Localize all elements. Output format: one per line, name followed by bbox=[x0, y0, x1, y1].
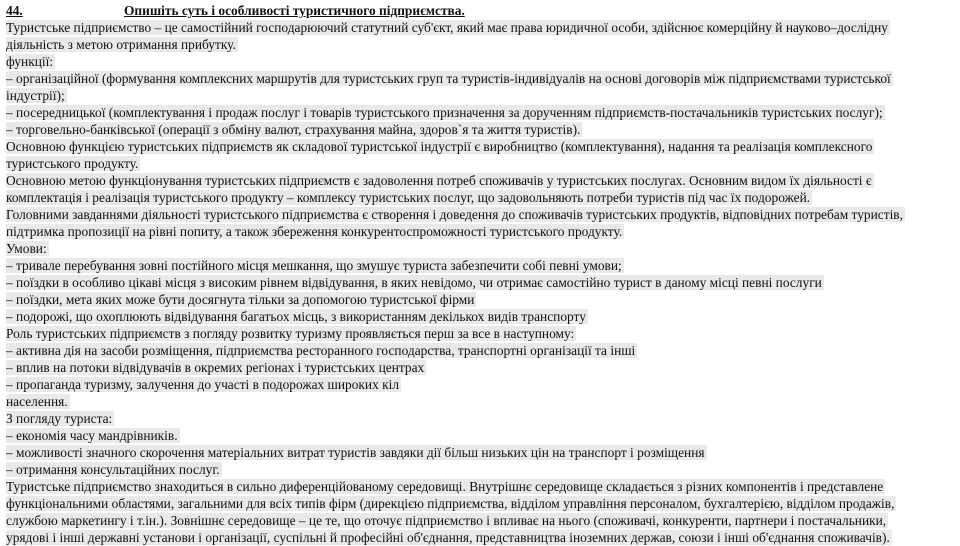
text-line bbox=[6, 207, 905, 223]
list-item bbox=[6, 71, 893, 87]
list-item bbox=[6, 428, 180, 444]
list-item bbox=[6, 462, 222, 478]
text-line bbox=[6, 394, 70, 410]
text-line-content: функції: bbox=[6, 54, 54, 69]
list-item bbox=[6, 445, 707, 461]
text-line-content: – можливості значного скорочення матеріальних витрат туристів завдяки дії більш низьких цін на транспорт і розміщення bbox=[6, 445, 705, 460]
list-item bbox=[6, 258, 624, 274]
text-line-content: – поїздки в особливо цікаві місця з високим рівнем відвідування, в яких невідомо, чи отримає самостійно турист в даному місці певні послуги bbox=[6, 275, 822, 290]
text-line bbox=[6, 139, 874, 155]
text-line-content: Туристське підприємство – це самостійний господарюючий статутний суб'єкт, який має права юридичної особи, здійснює комерційну й науково–дослідну bbox=[6, 20, 888, 35]
text-line-content: З погляду туриста: bbox=[6, 411, 113, 426]
text-line bbox=[6, 173, 874, 189]
text-line bbox=[6, 54, 55, 70]
text-line-content: Умови: bbox=[6, 241, 47, 256]
list-item bbox=[6, 105, 885, 121]
text-line-content: – торговельно-банківської (операції з обміну валют, страхування майна, здоров`я та життя туристів). bbox=[6, 122, 581, 137]
question-number: 44. bbox=[6, 3, 23, 18]
text-line-content: – поїздки, мета яких може бути досягнута тільки за допомогою туристської фірми bbox=[6, 292, 475, 307]
text-line-content: Основною метою функціонування туристських підприємств є задоволення потреб споживачів у туристських послугах. Основним видом їх діяльності є bbox=[6, 173, 872, 188]
question-title: Опишіть суть і особливості туристичного підприємства. bbox=[124, 3, 465, 18]
text-line bbox=[6, 530, 892, 546]
text-line bbox=[6, 496, 896, 512]
text-line-content: – подорожі, що охоплюють відвідування багатьох місць, з використанням декількох видів транспорту bbox=[6, 309, 586, 324]
text-line-content: – економія часу мандрівників. bbox=[6, 428, 178, 443]
text-line-content: – посередницької (комплектування і продаж послуг і товарів туристського призначення за дорученням підприємств-постачальників туристських послуг); bbox=[6, 105, 883, 120]
text-line-content: підтримка пропозиції на рівні попиту, а також збереження конкурентоспроможності туристського продукту. bbox=[6, 224, 623, 239]
text-line-content: – організаційної (формування комплексних маршрутів для туристських груп та туристів-індивідуалів на основі договорів між підприємствами туристської bbox=[6, 71, 891, 86]
text-line-content: функціональними областями, загальними для всіх типів фірм (дирекцією підприємства, відділом управління персоналом, бухгалтерією, відділом продажів, bbox=[6, 496, 895, 511]
list-item bbox=[6, 292, 476, 308]
text-line bbox=[6, 156, 140, 172]
list-item bbox=[6, 122, 582, 138]
text-line-content: діяльність з метою отримання прибутку. bbox=[6, 37, 236, 52]
text-line bbox=[6, 411, 114, 427]
text-line-content: Роль туристських підприємств з погляду розвитку туризму проявляється перш за все в наступному: bbox=[6, 326, 575, 341]
text-line-content: – вплив на потоки відвідувачів в окремих регіонах і туристських центрах bbox=[6, 360, 425, 375]
text-line-content: Основною функцією туристських підприємств як складової туристської індустрії є виробництво (комплектування), надання та реалізація комплексного bbox=[6, 139, 873, 154]
text-line-content: комплектація і реалізація туристського продукту – комплексу туристських послуг, що задовольняють потреби туристів під час їх подорожей. bbox=[6, 190, 811, 205]
text-line-content: туристського продукту. bbox=[6, 156, 139, 171]
text-line bbox=[6, 20, 890, 36]
text-line-content: – пропаганда туризму, залучення до участі в подорожах широких кіл bbox=[6, 377, 400, 392]
text-line bbox=[6, 190, 812, 206]
text-line bbox=[6, 37, 238, 53]
text-line bbox=[6, 513, 888, 529]
text-line bbox=[6, 326, 576, 342]
text-line-content: – тривале перебування зовні постійного місця мешкання, що змушує туриста забезпечити собі певні умови; bbox=[6, 258, 622, 273]
text-line-content: урядові і інші державні установи і організації, суспільні й професійні об'єднання, представництва іноземних держав, союзи і інші об'єднання споживачів). bbox=[6, 530, 890, 545]
text-line bbox=[6, 224, 624, 240]
text-line-content: індустрії); bbox=[6, 88, 65, 103]
text-line-content: – активна дія на засоби розміщення, підприємства ресторанного господарства, транспортні організації та інші bbox=[6, 343, 636, 358]
list-item bbox=[6, 275, 824, 291]
question-heading bbox=[6, 3, 467, 19]
text-line bbox=[6, 88, 67, 104]
text-line-content: населення. bbox=[6, 394, 68, 409]
list-item bbox=[6, 360, 426, 376]
text-line bbox=[6, 241, 49, 257]
list-item bbox=[6, 309, 588, 325]
text-line-content: службою маркетингу і т.ін.). Зовнішнє середовище – це те, що оточує підприємство і впливає на нього (споживачі, конкуренти, партнери і постачальники, bbox=[6, 513, 887, 528]
text-line-content: Головними завданнями діяльності туристського підприємства є створення і доведення до споживачів туристських продуктів, відповідних потребам туристів, bbox=[6, 207, 903, 222]
list-item bbox=[6, 343, 637, 359]
text-line bbox=[6, 479, 885, 495]
text-line-content: Туристське підприємство знаходиться в сильно диференційованому середовищі. Внутрішнє середовище складається з різних компонентів і представлене bbox=[6, 479, 884, 494]
list-item bbox=[6, 377, 401, 393]
text-line-content: – отримання консультаційних послуг. bbox=[6, 462, 220, 477]
